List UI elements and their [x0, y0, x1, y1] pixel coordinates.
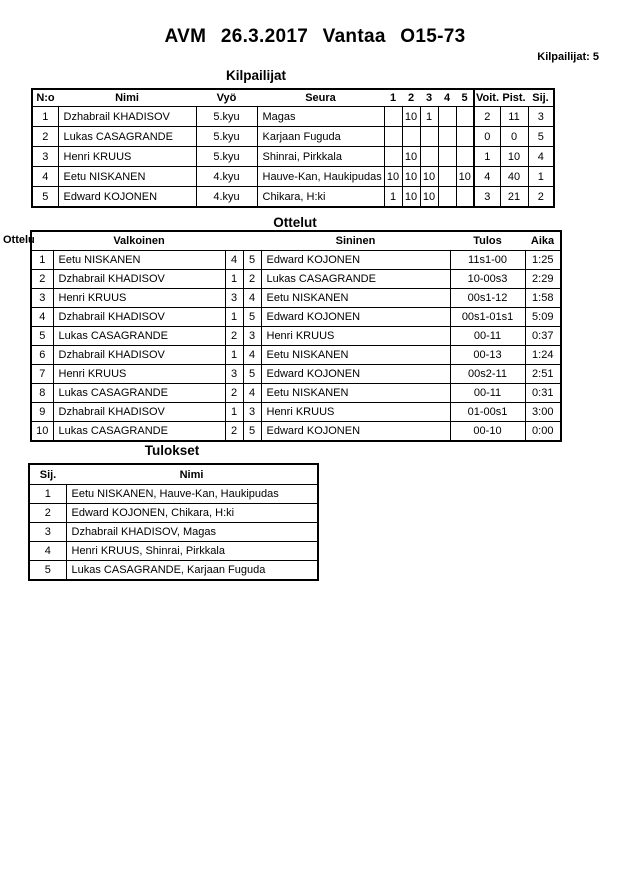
cell-white-no: 2 [225, 384, 243, 403]
table-row [32, 187, 554, 208]
table-row [29, 504, 318, 523]
col-header-points: Pist. [500, 89, 528, 107]
cell-belt: 4.kyu [196, 187, 257, 208]
cell-no: 1 [32, 107, 58, 127]
cell-blue-no: 4 [243, 346, 261, 365]
cell-result: 11s1-00 [450, 251, 525, 270]
cell-points: 11 [500, 107, 528, 127]
col-header-round-4: 4 [438, 89, 456, 107]
cell-white-no: 1 [225, 270, 243, 289]
cell-round-2: 10 [402, 107, 420, 127]
competitors-count-label: Kilpailijat: 5 [537, 51, 599, 63]
cell-place: 4 [528, 147, 554, 167]
cell-no: 5 [32, 187, 58, 208]
cell-blue-no: 5 [243, 251, 261, 270]
cell-place: 4 [29, 542, 66, 561]
cell-name: Edward KOJONEN, Chikara, H:ki [66, 504, 318, 523]
cell-time: 1:58 [525, 289, 561, 308]
cell-result: 01-00s1 [450, 403, 525, 422]
cell-round-2: 10 [402, 187, 420, 208]
col-header-round-2: 2 [402, 89, 420, 107]
cell-round-4 [438, 107, 456, 127]
cell-points: 10 [500, 147, 528, 167]
col-header-round-1: 1 [384, 89, 402, 107]
cell-result: 00-11 [450, 384, 525, 403]
table-header-row [32, 89, 554, 107]
col-header-wins: Voit. [474, 89, 500, 107]
cell-blue-no: 3 [243, 327, 261, 346]
cell-blue-no: 5 [243, 422, 261, 442]
cell-place: 3 [528, 107, 554, 127]
cell-blue-name: Eetu NISKANEN [261, 384, 450, 403]
cell-round-3 [420, 127, 438, 147]
col-header-belt: Vyö [196, 89, 257, 107]
table-row [31, 384, 561, 403]
ottelut-section-heading: Ottelut [273, 215, 317, 230]
cell-white-no: 3 [225, 289, 243, 308]
table-row [31, 308, 561, 327]
cell-no: 3 [32, 147, 58, 167]
cell-result: 00-10 [450, 422, 525, 442]
cell-round-1: 10 [384, 167, 402, 187]
cell-blue-name: Edward KOJONEN [261, 365, 450, 384]
cell-club: Hauve-Kan, Haukipudas [257, 167, 384, 187]
cell-blue-no: 4 [243, 384, 261, 403]
cell-blue-no: 5 [243, 308, 261, 327]
col-header-round-5: 5 [456, 89, 474, 107]
cell-white-name: Dzhabrail KHADISOV [53, 308, 225, 327]
col-header-blue: Sininen [261, 231, 450, 251]
cell-name: Eetu NISKANEN, Hauve-Kan, Haukipudas [66, 485, 318, 504]
cell-round-2: 10 [402, 147, 420, 167]
cell-wins: 3 [474, 187, 500, 208]
col-header-match: Ottelu [3, 234, 35, 246]
cell-wins: 1 [474, 147, 500, 167]
cell-club: Chikara, H:ki [257, 187, 384, 208]
table-row [31, 327, 561, 346]
col-header-white-no-spacer [225, 231, 243, 251]
cell-time: 1:24 [525, 346, 561, 365]
cell-white-name: Dzhabrail KHADISOV [53, 403, 225, 422]
cell-blue-name: Henri KRUUS [261, 327, 450, 346]
cell-round-3: 10 [420, 167, 438, 187]
cell-belt: 5.kyu [196, 147, 257, 167]
cell-match-no: 7 [31, 365, 53, 384]
ottelut-table-container [3, 230, 562, 442]
cell-time: 5:09 [525, 308, 561, 327]
cell-place: 1 [29, 485, 66, 504]
cell-white-no: 4 [225, 251, 243, 270]
cell-time: 2:51 [525, 365, 561, 384]
col-header-name: Nimi [66, 464, 318, 485]
cell-blue-no: 4 [243, 289, 261, 308]
cell-place: 2 [29, 504, 66, 523]
col-header-no: N:o [32, 89, 58, 107]
cell-match-no: 2 [31, 270, 53, 289]
cell-points: 0 [500, 127, 528, 147]
cell-time: 0:00 [525, 422, 561, 442]
cell-match-no: 5 [31, 327, 53, 346]
col-header-name: Nimi [58, 89, 196, 107]
cell-round-2 [402, 127, 420, 147]
cell-white-no: 1 [225, 346, 243, 365]
cell-blue-name: Edward KOJONEN [261, 308, 450, 327]
kilpailijat-table-container [31, 88, 555, 208]
col-header-club: Seura [257, 89, 384, 107]
table-row [31, 346, 561, 365]
cell-white-no: 3 [225, 365, 243, 384]
cell-belt: 4.kyu [196, 167, 257, 187]
cell-name: Dzhabrail KHADISOV [58, 107, 196, 127]
ottelut-table [30, 230, 562, 442]
table-row [32, 127, 554, 147]
cell-name: Lukas CASAGRANDE, Karjaan Fuguda [66, 561, 318, 581]
table-header-row [29, 464, 318, 485]
cell-belt: 5.kyu [196, 127, 257, 147]
cell-points: 21 [500, 187, 528, 208]
cell-name: Dzhabrail KHADISOV, Magas [66, 523, 318, 542]
table-row [31, 270, 561, 289]
cell-wins: 2 [474, 107, 500, 127]
cell-blue-name: Edward KOJONEN [261, 422, 450, 442]
cell-round-1: 1 [384, 187, 402, 208]
col-header-place: Sij. [528, 89, 554, 107]
col-header-blue-no-spacer [243, 231, 261, 251]
cell-blue-name: Edward KOJONEN [261, 251, 450, 270]
table-row [31, 422, 561, 442]
cell-blue-no: 3 [243, 403, 261, 422]
cell-blue-name: Eetu NISKANEN [261, 289, 450, 308]
cell-match-no: 8 [31, 384, 53, 403]
cell-match-no: 10 [31, 422, 53, 442]
cell-blue-name: Lukas CASAGRANDE [261, 270, 450, 289]
cell-time: 0:37 [525, 327, 561, 346]
cell-white-name: Lukas CASAGRANDE [53, 327, 225, 346]
table-row [31, 365, 561, 384]
cell-name: Henri KRUUS [58, 147, 196, 167]
tulokset-table [28, 463, 319, 581]
cell-name: Eetu NISKANEN [58, 167, 196, 187]
kilpailijat-section-heading: Kilpailijat [225, 68, 286, 83]
col-header-white: Valkoinen [53, 231, 225, 251]
cell-blue-no: 5 [243, 365, 261, 384]
cell-round-3: 1 [420, 107, 438, 127]
col-header-result: Tulos [450, 231, 525, 251]
col-header-place: Sij. [29, 464, 66, 485]
cell-place: 2 [528, 187, 554, 208]
table-row [29, 561, 318, 581]
cell-white-no: 2 [225, 327, 243, 346]
kilpailijat-table [31, 88, 555, 208]
cell-white-no: 1 [225, 308, 243, 327]
cell-club: Shinrai, Pirkkala [257, 147, 384, 167]
cell-belt: 5.kyu [196, 107, 257, 127]
cell-white-name: Eetu NISKANEN [53, 251, 225, 270]
cell-club: Magas [257, 107, 384, 127]
cell-blue-no: 2 [243, 270, 261, 289]
cell-wins: 4 [474, 167, 500, 187]
cell-white-name: Dzhabrail KHADISOV [53, 270, 225, 289]
cell-match-no: 4 [31, 308, 53, 327]
cell-round-3 [420, 147, 438, 167]
cell-match-no: 3 [31, 289, 53, 308]
cell-match-no: 6 [31, 346, 53, 365]
tulokset-table-container [28, 463, 319, 581]
cell-no: 4 [32, 167, 58, 187]
cell-result: 10-00s3 [450, 270, 525, 289]
cell-wins: 0 [474, 127, 500, 147]
cell-blue-name: Henri KRUUS [261, 403, 450, 422]
cell-match-no: 1 [31, 251, 53, 270]
table-row [32, 167, 554, 187]
cell-round-4 [438, 167, 456, 187]
table-row [29, 542, 318, 561]
cell-result: 00-13 [450, 346, 525, 365]
cell-round-5: 10 [456, 167, 474, 187]
cell-result: 00s1-01s1 [450, 308, 525, 327]
table-row [29, 485, 318, 504]
cell-white-name: Dzhabrail KHADISOV [53, 346, 225, 365]
cell-club: Karjaan Fuguda [257, 127, 384, 147]
col-header-round-3: 3 [420, 89, 438, 107]
cell-time: 1:25 [525, 251, 561, 270]
cell-match-no: 9 [31, 403, 53, 422]
cell-result: 00s2-11 [450, 365, 525, 384]
cell-time: 2:29 [525, 270, 561, 289]
cell-white-no: 1 [225, 403, 243, 422]
table-row [31, 289, 561, 308]
cell-points: 40 [500, 167, 528, 187]
cell-name: Henri KRUUS, Shinrai, Pirkkala [66, 542, 318, 561]
table-row [31, 251, 561, 270]
cell-white-name: Henri KRUUS [53, 289, 225, 308]
table-header-row [31, 231, 561, 251]
cell-place: 3 [29, 523, 66, 542]
cell-round-5 [456, 147, 474, 167]
cell-round-5 [456, 187, 474, 208]
table-row [32, 107, 554, 127]
cell-time: 0:31 [525, 384, 561, 403]
cell-white-name: Lukas CASAGRANDE [53, 384, 225, 403]
cell-round-1 [384, 107, 402, 127]
cell-place: 5 [29, 561, 66, 581]
table-row [29, 523, 318, 542]
cell-name: Edward KOJONEN [58, 187, 196, 208]
cell-round-4 [438, 127, 456, 147]
cell-round-4 [438, 187, 456, 208]
page-title: AVM 26.3.2017 Vantaa O15-73 [164, 26, 466, 47]
cell-round-3: 10 [420, 187, 438, 208]
col-header-time: Aika [525, 231, 561, 251]
cell-place: 5 [528, 127, 554, 147]
cell-place: 1 [528, 167, 554, 187]
cell-round-1 [384, 127, 402, 147]
cell-round-5 [456, 127, 474, 147]
cell-round-2: 10 [402, 167, 420, 187]
cell-result: 00s1-12 [450, 289, 525, 308]
cell-time: 3:00 [525, 403, 561, 422]
table-row [32, 147, 554, 167]
cell-white-name: Lukas CASAGRANDE [53, 422, 225, 442]
tulokset-section-heading: Tulokset [144, 443, 200, 458]
cell-round-1 [384, 147, 402, 167]
cell-name: Lukas CASAGRANDE [58, 127, 196, 147]
cell-white-name: Henri KRUUS [53, 365, 225, 384]
cell-result: 00-11 [450, 327, 525, 346]
cell-round-5 [456, 107, 474, 127]
cell-white-no: 2 [225, 422, 243, 442]
cell-round-4 [438, 147, 456, 167]
table-row [31, 403, 561, 422]
cell-no: 2 [32, 127, 58, 147]
cell-blue-name: Eetu NISKANEN [261, 346, 450, 365]
